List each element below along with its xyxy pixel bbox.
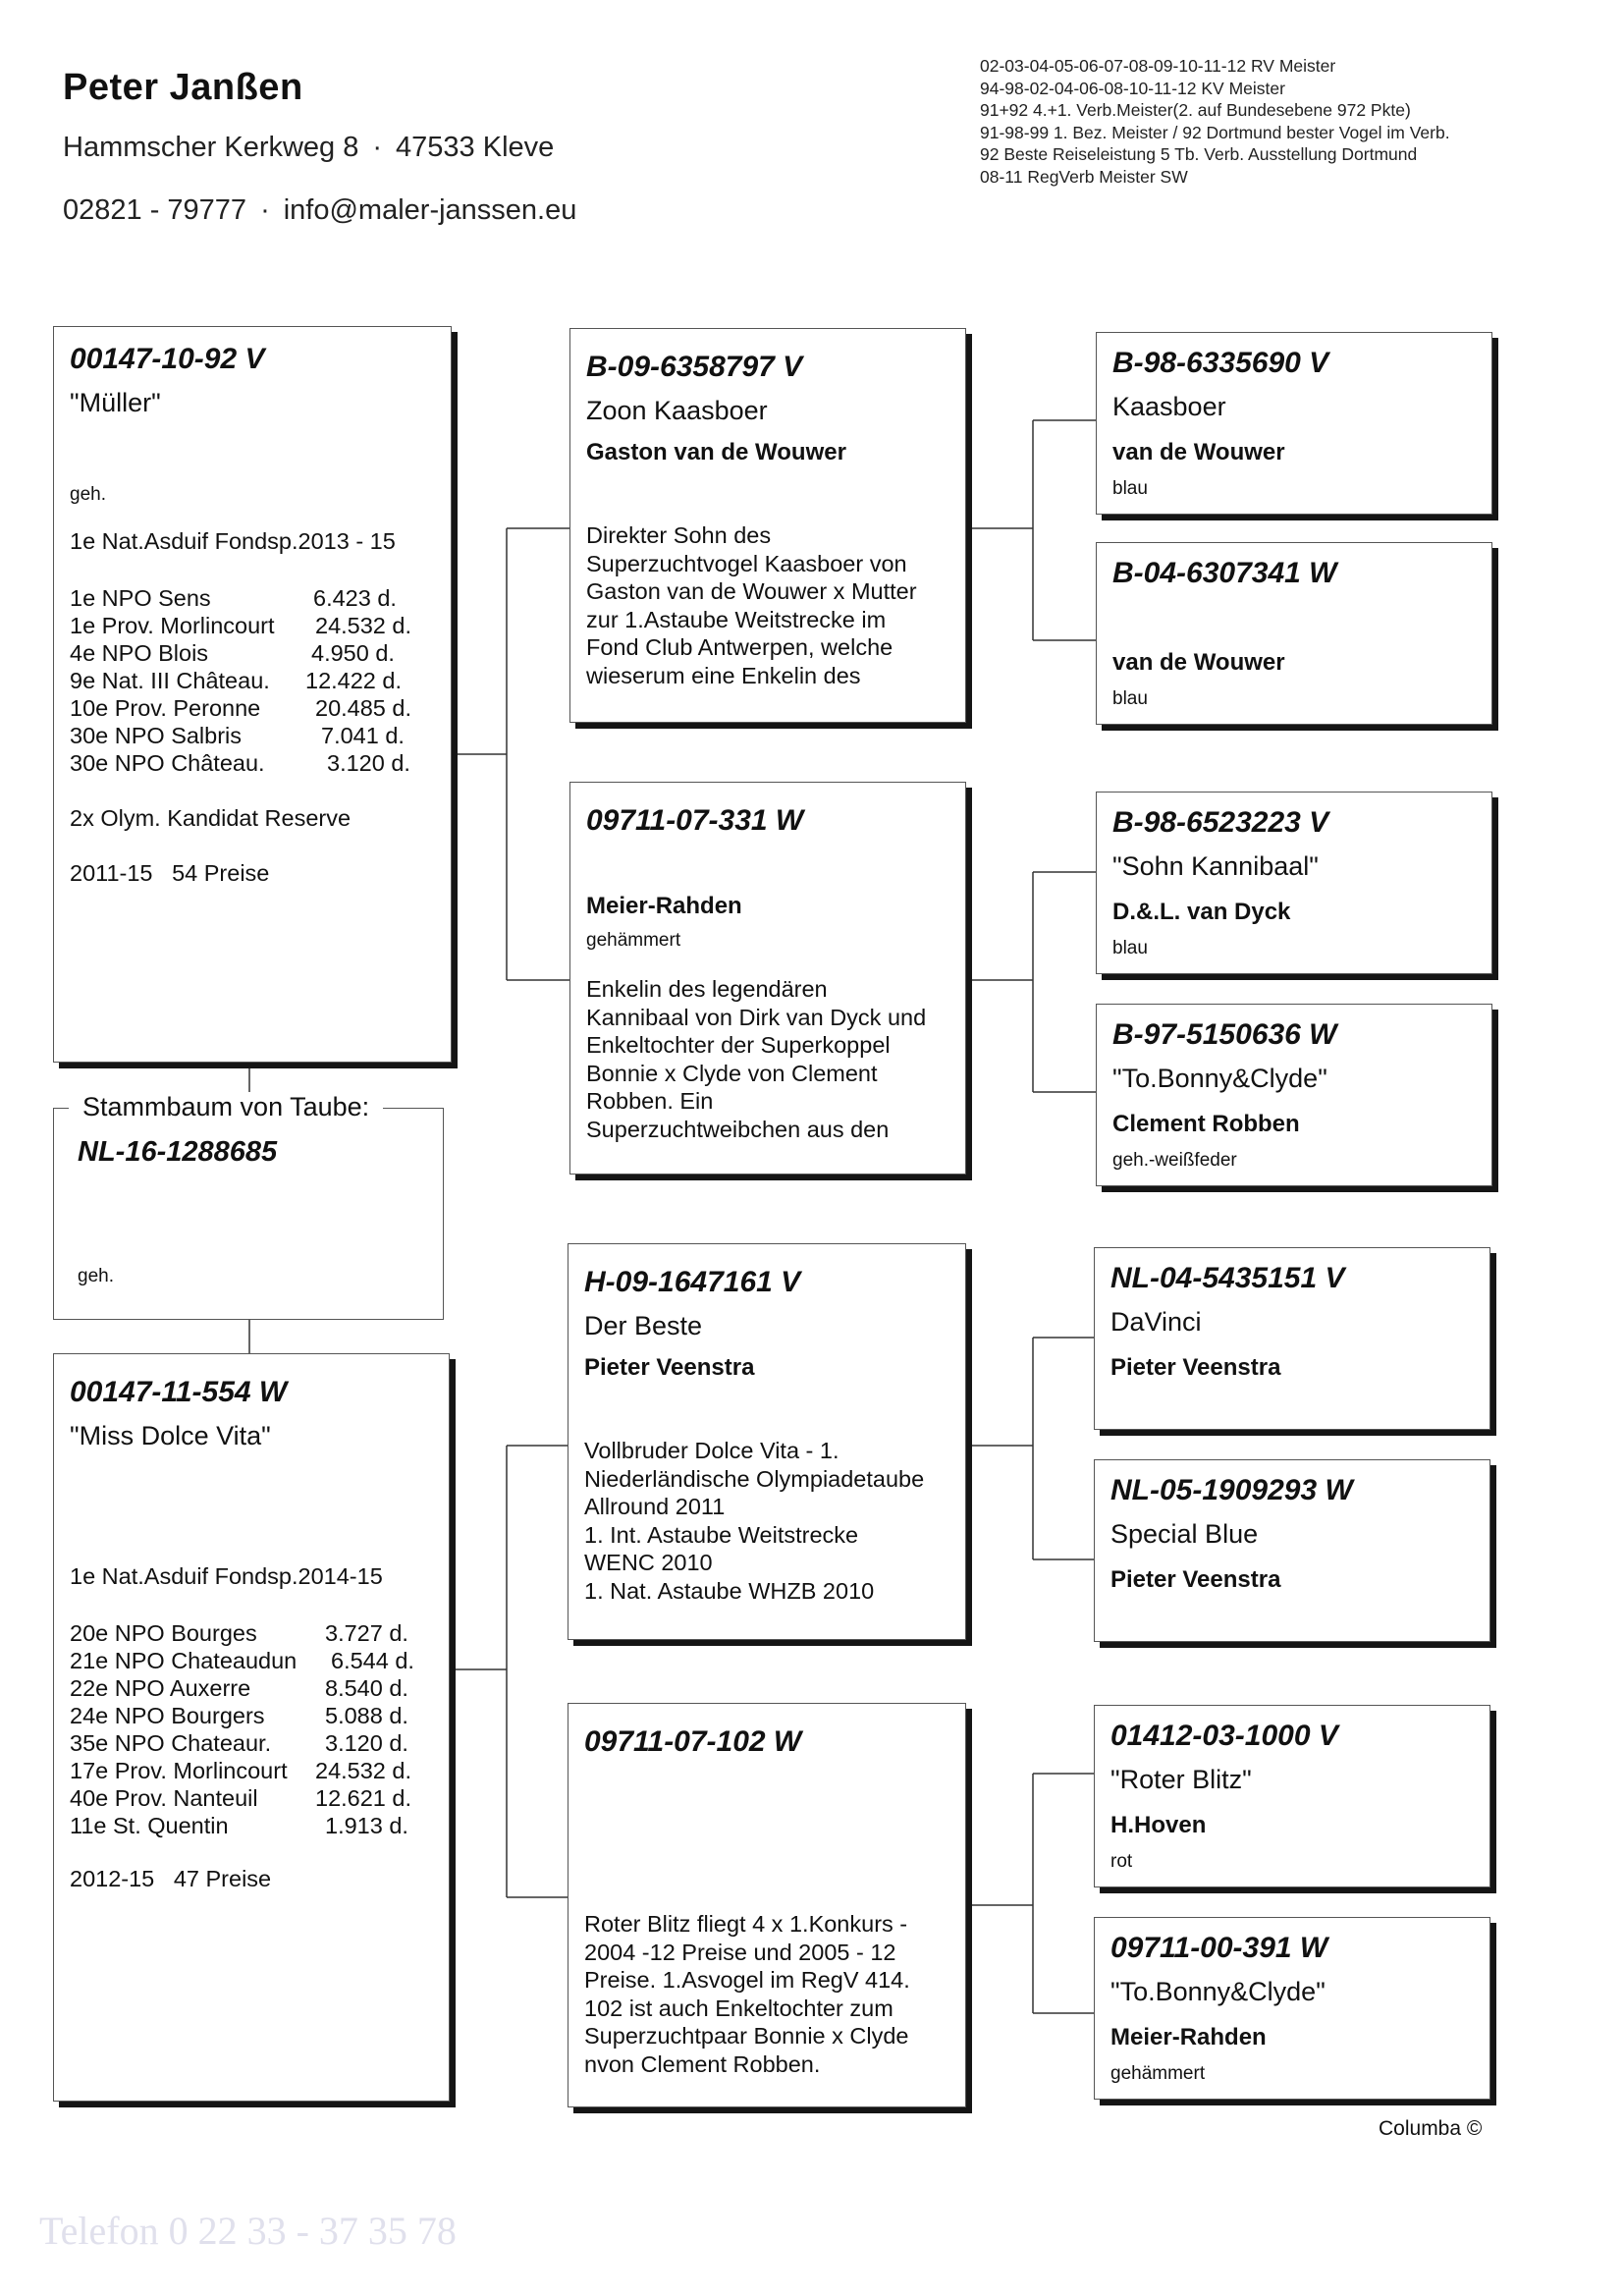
owner-city: 47533 Kleve — [396, 132, 555, 163]
mother-results — [70, 1619, 443, 1855]
great-grandparent-ring-number: B-04-6307341 W — [1112, 557, 1337, 589]
great-grandparent-ring-number: 09711-00-391 W — [1110, 1932, 1328, 1964]
grandparent-card[interactable] — [569, 782, 966, 1175]
result-distance: 4.950 d. — [311, 640, 395, 666]
great-grandparent-ring-number: 01412-03-1000 V — [1110, 1720, 1338, 1752]
great-grandparent-breeder: Pieter Veenstra — [1110, 1354, 1281, 1381]
title-line: 92 Beste Reiseleistung 5 Tb. Verb. Ausstellung Dortmund — [980, 144, 1418, 164]
result-place: 30e NPO Château. — [70, 750, 265, 776]
great-grandparent-ring-number: B-98-6335690 V — [1112, 347, 1329, 379]
great-grandparent-color: blau — [1112, 688, 1148, 709]
grandparent-description: Roter Blitz fliegt 4 x 1.Konkurs - 2004 -12 Preise und 2005 - 12 Preise. 1.Asvogel im RegV 414. 102 ist auch Enkeltochter zum Superzuchtpaar Bonnie x Clyde nvon Clement Robben. — [584, 1911, 910, 2077]
great-grandparent-card[interactable] — [1096, 542, 1492, 725]
result-distance: 3.120 d. — [325, 1730, 408, 1756]
result-distance: 1.913 d. — [325, 1813, 408, 1838]
great-grandparent-card[interactable] — [1096, 1004, 1492, 1186]
title-line: 94-98-02-04-06-08-10-11-12 KV Meister — [980, 78, 1285, 98]
great-grandparent-breeder: H.Hoven — [1110, 1812, 1207, 1838]
great-grandparent-card[interactable] — [1094, 1459, 1490, 1642]
great-grandparent-name: "Roter Blitz" — [1110, 1765, 1252, 1794]
result-distance: 24.532 d. — [315, 613, 412, 638]
great-grandparent-color: gehämmert — [1110, 2063, 1206, 2084]
father-headline: 1e Nat.Asduif Fondsp.2013 - 15 — [70, 528, 396, 554]
result-place: 1e Prov. Morlincourt — [70, 613, 275, 638]
great-grandparent-card[interactable] — [1096, 332, 1492, 515]
great-grandparent-ring-number: B-98-6523223 V — [1112, 806, 1329, 839]
result-place: 24e NPO Bourgers — [70, 1703, 265, 1728]
result-distance: 3.120 d. — [327, 750, 410, 776]
result-distance: 3.727 d. — [325, 1620, 408, 1646]
subject-card[interactable] — [53, 1108, 444, 1320]
title-line: 91-98-99 1. Bez. Meister / 92 Dortmund bester Vogel im Verb. — [980, 122, 1450, 142]
great-grandparent-ring-number: NL-04-5435151 V — [1110, 1262, 1345, 1294]
watermark-text: Telefon 0 22 33 - 37 35 78 — [39, 2209, 457, 2253]
result-place: 20e NPO Bourges — [70, 1620, 257, 1646]
great-grandparent-name: "To.Bonny&Clyde" — [1110, 1977, 1326, 2006]
owner-street: Hammscher Kerkweg 8 — [63, 132, 359, 163]
great-grandparent-name: "Sohn Kannibaal" — [1112, 851, 1319, 881]
grandparent-description: Direkter Sohn des Superzuchtvogel Kaasboer von Gaston van de Wouwer x Mutter zur 1.Astaube Weitstrecke im Fond Club Antwerpen, welche wieserum eine Enkelin des — [586, 522, 917, 688]
mother-prizes: 2012-15 47 Preise — [70, 1866, 272, 1891]
father-extra: 2x Olym. Kandidat Reserve — [70, 805, 352, 831]
result-place: 21e NPO Chateaudun — [70, 1648, 298, 1673]
great-grandparent-color: blau — [1112, 478, 1148, 499]
separator-dot: · — [372, 132, 383, 163]
father-prizes: 2011-15 54 Preise — [70, 860, 270, 886]
subject-ring-number: NL-16-1288685 — [78, 1136, 278, 1168]
result-distance: 7.041 d. — [321, 723, 405, 748]
great-grandparent-breeder: Meier-Rahden — [1110, 2024, 1267, 2050]
result-place: 17e Prov. Morlincourt — [70, 1758, 288, 1783]
result-place: 4e NPO Blois — [70, 640, 209, 666]
great-grandparent-card[interactable] — [1094, 1705, 1490, 1887]
mother-ring-number: 00147-11-554 W — [70, 1376, 288, 1408]
title-line: 08-11 RegVerb Meister SW — [980, 166, 1188, 187]
grandparent-breeder: Pieter Veenstra — [584, 1354, 755, 1381]
grandparent-name: Zoon Kaasboer — [586, 396, 768, 425]
great-grandparent-name: Kaasboer — [1112, 392, 1226, 421]
great-grandparent-ring-number: NL-05-1909293 W — [1110, 1474, 1353, 1506]
result-distance: 6.423 d. — [313, 585, 397, 611]
great-grandparent-color: geh.-weißfeder — [1112, 1150, 1237, 1171]
grandparent-description: Vollbruder Dolce Vita - 1. Niederländische Olympiadetaube Allround 2011 1. Int. Astaube Weitstrecke WENC 2010 1. Nat. Astaube WHZB 2010 — [584, 1438, 925, 1604]
great-grandparent-color: blau — [1112, 938, 1148, 958]
title-line: 91+92 4.+1. Verb.Meister(2. auf Bundesebene 972 Pkte) — [980, 100, 1411, 120]
grandparent-ring-number: H-09-1647161 V — [584, 1266, 801, 1298]
owner-email[interactable]: info@maler-janssen.eu — [283, 194, 577, 226]
great-grandparent-ring-number: B-97-5150636 W — [1112, 1018, 1337, 1051]
result-distance: 8.540 d. — [325, 1675, 408, 1701]
copyright-notice: Columba © — [1379, 2117, 1483, 2140]
owner-name: Peter Janßen — [63, 67, 303, 108]
great-grandparent-card[interactable] — [1096, 792, 1492, 974]
mother-card[interactable] — [53, 1353, 450, 2102]
grandparent-description: Enkelin des legendären Kannibaal von Dirk van Dyck und Enkeltochter der Superkoppel Bonnie x Clyde von Clement Robben. Ein Superzuchtweibchen aus den — [586, 976, 927, 1142]
result-place: 40e Prov. Nanteuil — [70, 1785, 258, 1811]
great-grandparent-breeder: Pieter Veenstra — [1110, 1566, 1281, 1593]
result-place: 22e NPO Auxerre — [70, 1675, 251, 1701]
father-ring-number: 00147-10-92 V — [70, 343, 265, 375]
great-grandparent-name: DaVinci — [1110, 1307, 1202, 1337]
great-grandparent-name: "To.Bonny&Clyde" — [1112, 1064, 1327, 1093]
result-place: 11e St. Quentin — [70, 1813, 229, 1838]
result-place: 35e NPO Chateaur. — [70, 1730, 272, 1756]
father-name: "Müller" — [70, 388, 161, 417]
result-place: 30e NPO Salbris — [70, 723, 243, 748]
result-distance: 12.422 d. — [305, 668, 403, 693]
owner-phone: 02821 - 79777 — [63, 194, 247, 226]
result-distance: 20.485 d. — [315, 695, 412, 721]
grandparent-name: Der Beste — [584, 1311, 703, 1340]
father-card[interactable] — [53, 326, 452, 1063]
father-results — [70, 584, 443, 791]
mother-name: "Miss Dolce Vita" — [70, 1421, 271, 1450]
great-grandparent-card[interactable] — [1094, 1917, 1490, 2100]
father-color: geh. — [70, 484, 106, 505]
grandparent-color: gehämmert — [586, 930, 681, 951]
grandparent-card[interactable] — [569, 328, 966, 723]
title-line: 02-03-04-05-06-07-08-09-10-11-12 RV Meister — [980, 56, 1336, 76]
separator-dot: · — [260, 194, 270, 226]
great-grandparent-breeder: D.&.L. van Dyck — [1112, 899, 1291, 925]
result-distance: 12.621 d. — [315, 1785, 412, 1811]
grandparent-card[interactable] — [568, 1703, 966, 2107]
result-distance: 24.532 d. — [315, 1758, 412, 1783]
subject-label: Stammbaum von Taube: — [69, 1092, 383, 1122]
great-grandparent-color: rot — [1110, 1851, 1133, 1872]
grandparent-card[interactable] — [568, 1243, 966, 1640]
mother-headline: 1e Nat.Asduif Fondsp.2014-15 — [70, 1563, 383, 1589]
result-place: 1e NPO Sens — [70, 585, 211, 611]
grandparent-ring-number: 09711-07-102 W — [584, 1725, 802, 1758]
result-place: 9e Nat. III Château. — [70, 668, 270, 693]
great-grandparent-breeder: van de Wouwer — [1112, 439, 1285, 465]
result-place: 10e Prov. Peronne — [70, 695, 261, 721]
subject-color: geh. — [78, 1266, 114, 1286]
grandparent-ring-number: B-09-6358797 V — [586, 351, 803, 383]
great-grandparent-name: Special Blue — [1110, 1519, 1259, 1549]
great-grandparent-card[interactable] — [1094, 1247, 1490, 1430]
great-grandparent-breeder: Clement Robben — [1112, 1111, 1300, 1137]
result-distance: 6.544 d. — [331, 1648, 414, 1673]
result-distance: 5.088 d. — [325, 1703, 408, 1728]
grandparent-ring-number: 09711-07-331 W — [586, 804, 804, 837]
grandparent-breeder: Gaston van de Wouwer — [586, 439, 846, 465]
great-grandparent-breeder: van de Wouwer — [1112, 649, 1285, 676]
grandparent-breeder: Meier-Rahden — [586, 893, 742, 919]
